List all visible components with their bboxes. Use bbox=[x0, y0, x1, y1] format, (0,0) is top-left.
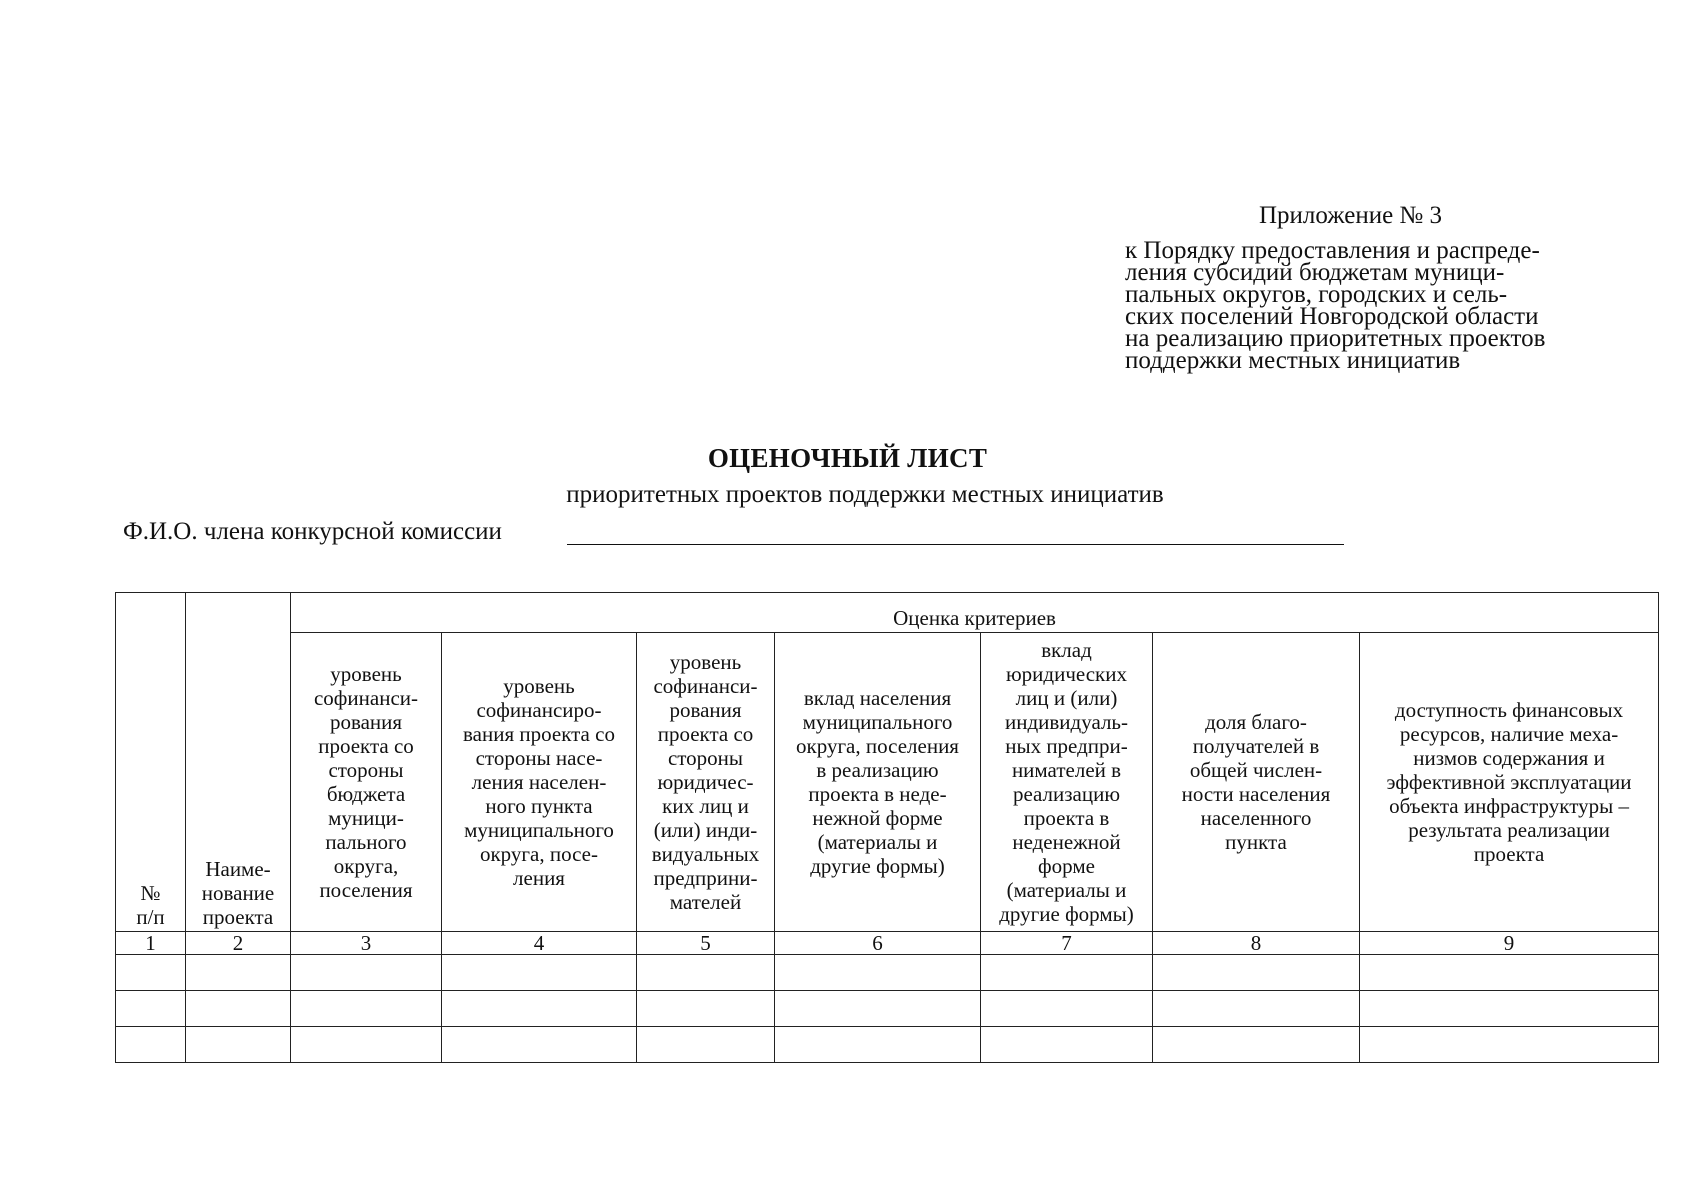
column-number: 1 bbox=[116, 932, 186, 955]
header-project-name bbox=[186, 593, 291, 932]
table-cell[interactable] bbox=[442, 1027, 637, 1063]
table-row bbox=[116, 955, 1659, 991]
header-line: стороны bbox=[667, 746, 744, 770]
header-line: ного пункта bbox=[485, 794, 593, 818]
header-number bbox=[116, 593, 186, 932]
header-line: софинанси- bbox=[653, 674, 758, 698]
table-row bbox=[116, 1027, 1659, 1063]
table-cell[interactable] bbox=[981, 1027, 1153, 1063]
header-line: индивидуаль- bbox=[1004, 710, 1129, 734]
header-line: проекта в неде- bbox=[808, 782, 947, 806]
header-line: видуальных bbox=[651, 842, 760, 866]
header-line: поселения bbox=[319, 878, 413, 902]
header-line: другие формы) bbox=[999, 902, 1134, 926]
appendix-title: Приложение № 3 bbox=[1259, 202, 1443, 229]
table-cell[interactable] bbox=[981, 991, 1153, 1027]
table-cell[interactable] bbox=[186, 955, 291, 991]
header-line: муниципального bbox=[802, 710, 953, 734]
header-line: другие формы) bbox=[810, 854, 945, 878]
header-line: бюджета bbox=[326, 782, 406, 806]
header-line: ких лиц и bbox=[662, 794, 749, 818]
table-cell[interactable] bbox=[291, 955, 442, 991]
header-line: ности населения bbox=[1181, 782, 1331, 806]
header-line: (материалы и bbox=[1006, 878, 1127, 902]
appendix-line: пальных округов, городских и сель- bbox=[1125, 281, 1508, 308]
header-line: нежной форме bbox=[812, 806, 943, 830]
header-line: Наиме- bbox=[205, 857, 271, 881]
header-line: рования bbox=[669, 698, 742, 722]
header-line: уровень bbox=[503, 674, 575, 698]
evaluation-table bbox=[115, 592, 1659, 1063]
header-criterion-1 bbox=[291, 633, 442, 932]
header-line: софинанси- bbox=[313, 686, 418, 710]
header-criterion-4 bbox=[775, 633, 981, 932]
table-cell[interactable] bbox=[1360, 991, 1659, 1027]
column-number: 3 bbox=[291, 932, 442, 955]
table-cell[interactable] bbox=[291, 1027, 442, 1063]
header-line: проекта со bbox=[318, 734, 414, 758]
header-criterion-5 bbox=[981, 633, 1153, 932]
column-number: 7 bbox=[981, 932, 1153, 955]
header-line: доля благо- bbox=[1205, 710, 1307, 734]
appendix-block bbox=[1125, 202, 1595, 374]
table-cell[interactable] bbox=[981, 955, 1153, 991]
header-line: проекта со bbox=[657, 722, 754, 746]
column-number-row bbox=[116, 932, 1659, 955]
table-cell[interactable] bbox=[116, 955, 186, 991]
header-line: доступность финансовых bbox=[1394, 698, 1624, 722]
header-line: пального bbox=[325, 830, 407, 854]
header-line: ных предпри- bbox=[1005, 734, 1128, 758]
header-line: мателей bbox=[669, 890, 742, 914]
header-line: ресурсов, наличие меха- bbox=[1399, 722, 1619, 746]
appendix-line: ления субсидий бюджетам муници- bbox=[1125, 259, 1505, 286]
header-line: предприни- bbox=[653, 866, 758, 890]
table-cell[interactable] bbox=[291, 991, 442, 1027]
header-line: вклад bbox=[1041, 638, 1092, 662]
header-line: юридичес- bbox=[657, 770, 754, 794]
header-line: округа, поселения bbox=[796, 734, 959, 758]
header-criteria: Оценка критериев bbox=[291, 593, 1659, 633]
header-line: вклад населения bbox=[803, 686, 952, 710]
table-cell[interactable] bbox=[775, 991, 981, 1027]
header-line: населенного bbox=[1200, 806, 1312, 830]
document-title: ОЦЕНОЧНЫЙ ЛИСТ bbox=[707, 443, 988, 473]
table-cell[interactable] bbox=[442, 991, 637, 1027]
table-cell[interactable] bbox=[637, 955, 775, 991]
header-line: в реализацию bbox=[816, 758, 939, 782]
header-line: лиц и (или) bbox=[1015, 686, 1118, 710]
table-cell[interactable] bbox=[442, 955, 637, 991]
document-subtitle: приоритетных проектов поддержки местных инициатив bbox=[566, 481, 1164, 508]
header-line: эффективной эксплуатации bbox=[1386, 770, 1632, 794]
header-line: неденежной bbox=[1012, 830, 1121, 854]
header-line: результата реализации bbox=[1408, 818, 1610, 842]
header-line: проекта bbox=[1473, 842, 1545, 866]
table-cell[interactable] bbox=[1360, 955, 1659, 991]
header-line: софинансиро- bbox=[476, 698, 602, 722]
header-criterion-7 bbox=[1360, 633, 1659, 932]
header-line: форме bbox=[1038, 854, 1095, 878]
header-line: п/п bbox=[136, 905, 165, 929]
header-criterion-3 bbox=[637, 633, 775, 932]
header-line: стороны насе- bbox=[475, 746, 603, 770]
table-cell[interactable] bbox=[186, 1027, 291, 1063]
table-cell[interactable] bbox=[1153, 955, 1360, 991]
column-number: 4 bbox=[442, 932, 637, 955]
table-cell[interactable] bbox=[637, 1027, 775, 1063]
table-cell[interactable] bbox=[1153, 991, 1360, 1027]
header-line: вания проекта со bbox=[463, 722, 615, 746]
table-cell[interactable] bbox=[775, 955, 981, 991]
column-number: 9 bbox=[1360, 932, 1659, 955]
appendix-line: к Порядку предоставления и распреде- bbox=[1125, 237, 1540, 264]
header-line: низмов содержания и bbox=[1413, 746, 1605, 770]
header-line: уровень bbox=[669, 650, 742, 674]
header-line: нимателей в bbox=[1011, 758, 1122, 782]
table-cell[interactable] bbox=[1360, 1027, 1659, 1063]
header-line: уровень bbox=[330, 662, 402, 686]
header-criterion-2 bbox=[442, 633, 637, 932]
header-criterion-6 bbox=[1153, 633, 1360, 932]
header-line: (материалы и bbox=[817, 830, 938, 854]
header-line: округа, bbox=[333, 854, 399, 878]
column-number: 2 bbox=[186, 932, 291, 955]
column-number: 6 bbox=[775, 932, 981, 955]
header-line: ления bbox=[513, 866, 565, 890]
header-line: получателей в bbox=[1192, 734, 1320, 758]
table-row bbox=[116, 991, 1659, 1027]
table-cell[interactable] bbox=[1153, 1027, 1360, 1063]
table-cell[interactable] bbox=[116, 1027, 186, 1063]
table-cell[interactable] bbox=[637, 991, 775, 1027]
appendix-line: на реализацию приоритетных проектов bbox=[1125, 325, 1546, 352]
header-line: юридических bbox=[1005, 662, 1128, 686]
fio-signature-line[interactable] bbox=[567, 544, 1344, 545]
header-line: реализацию bbox=[1012, 782, 1121, 806]
fio-label: Ф.И.О. члена конкурсной комиссии bbox=[123, 518, 502, 545]
header-line: муници- bbox=[328, 806, 404, 830]
header-line: муниципального bbox=[464, 818, 614, 842]
header-line: № bbox=[140, 881, 161, 905]
header-line: рования bbox=[329, 710, 403, 734]
header-line: проекта в bbox=[1023, 806, 1110, 830]
header-line: общей числен- bbox=[1189, 758, 1323, 782]
table-cell[interactable] bbox=[116, 991, 186, 1027]
table-cell[interactable] bbox=[775, 1027, 981, 1063]
appendix-line: поддержки местных инициатив bbox=[1125, 347, 1461, 374]
header-line: (или) инди- bbox=[653, 818, 758, 842]
column-number: 8 bbox=[1153, 932, 1360, 955]
header-line: стороны bbox=[328, 758, 404, 782]
header-line: объекта инфраструктуры – bbox=[1389, 794, 1629, 818]
table-cell[interactable] bbox=[186, 991, 291, 1027]
header-line: проекта bbox=[202, 905, 274, 929]
header-line: округа, посе- bbox=[479, 842, 598, 866]
column-number: 5 bbox=[637, 932, 775, 955]
header-line: нование bbox=[201, 881, 275, 905]
appendix-line: ских поселений Новгородской области bbox=[1125, 303, 1539, 330]
header-line: ления населен- bbox=[471, 770, 607, 794]
header-line: пункта bbox=[1225, 830, 1287, 854]
